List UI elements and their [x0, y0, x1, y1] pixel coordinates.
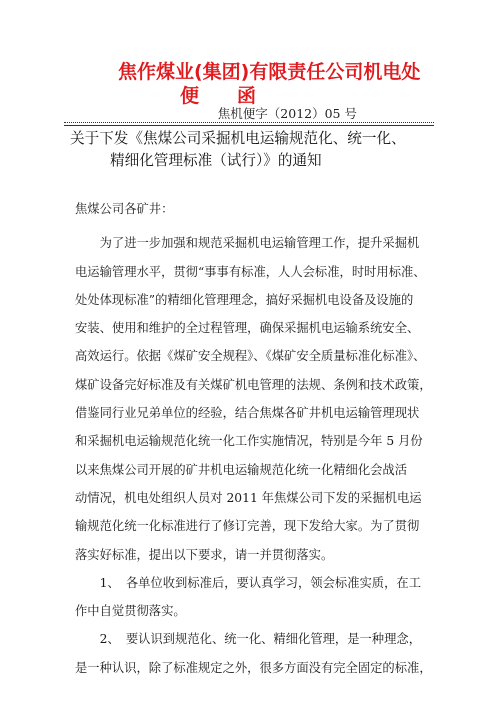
letterhead-line-1: 焦作煤业(集团)有限责任公司机电处: [118, 61, 421, 83]
body-line: 和采掘机电运输规范化统一化工作实施情况，特别是今年 5 月份: [75, 434, 423, 449]
body-line: 煤矿设备完好标准及有关煤矿机电管理的法规、条例和技术政策，: [75, 377, 432, 392]
body-line: 1、 各单位收到标准后，要认真学习，领会标准实质，在工: [75, 575, 421, 590]
body-line: 借鉴同行业兄弟单位的经验，结合焦煤各矿井机电运输管理现状: [75, 406, 420, 421]
document-number: 焦机便字（2012）05 号: [217, 106, 357, 121]
body-line: 处处体现标准”的精细化管理理念，搞好采掘机电设备及设施的: [75, 292, 414, 307]
body-line: 2、 要认识到规范化、统一化、精细化管理，是一种理念，: [75, 632, 421, 647]
body-line: 动情况，机电处组织人员对 2011 年焦煤公司下发的采掘机电运: [75, 490, 422, 505]
header-divider-solid: [64, 125, 434, 126]
body-line: 以来焦煤公司开展的矿井机电运输规范化统一化精细化会战活: [75, 462, 408, 477]
title-line-2: 精细化管理标准（试行）》的通知: [110, 152, 322, 169]
letterhead-organization: [118, 60, 438, 108]
document-title: [70, 128, 440, 172]
body-line: 安装、使用和维护的全过程管理，确保采掘机电运输系统安全、: [75, 321, 420, 336]
body-line: 高效运行。依据《煤矿安全规程》、《煤矿安全质量标准化标准》、: [75, 349, 426, 364]
document-body: [75, 195, 435, 682]
body-line: 作中自觉贯彻落实。: [75, 604, 186, 619]
list-item-2: [75, 625, 435, 682]
paragraph-1: [75, 229, 435, 569]
body-line: 落实好标准，提出以下要求，请一并贯彻落实。: [75, 547, 334, 562]
body-line: 输规范化统一化标准进行了修订完善，现下发给大家。为了贯彻: [75, 519, 420, 534]
body-line: 是一种认识，除了标准规定之外，很多方面没有完全固定的标准，: [75, 660, 432, 675]
body-line: 为了进一步加强和规范采掘机电运输管理工作，提升采掘机: [75, 236, 420, 251]
body-line: 电运输管理水平，贯彻“事事有标准，人人会标准，时时用标准、: [75, 264, 426, 279]
title-line-1: 关于下发《焦煤公司采掘机电运输规范化、统一化、: [70, 130, 406, 147]
header-divider-dotted: [64, 122, 434, 123]
letterhead-line-2: 便函: [180, 85, 295, 107]
list-item-1: [75, 569, 435, 626]
salutation: 焦煤公司各矿井：: [75, 202, 174, 216]
